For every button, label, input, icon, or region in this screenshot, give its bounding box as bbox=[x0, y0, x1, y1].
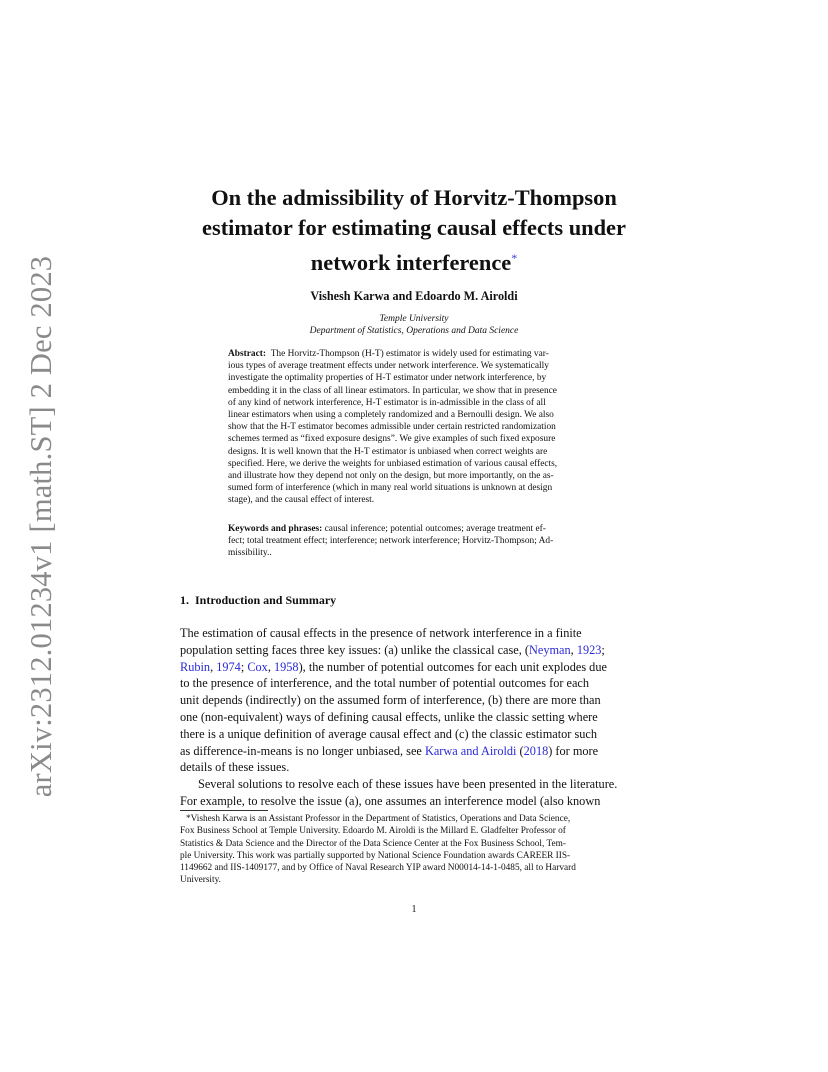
citation-year-link[interactable]: 1923 bbox=[576, 642, 602, 657]
citation-link-neyman[interactable]: Neyman bbox=[528, 642, 571, 657]
abstract-line: and illustrate how they depend not only on the design, but more importantly, on the as- bbox=[228, 471, 554, 482]
authors: Vishesh Karwa and Edoardo M. Airoldi bbox=[310, 289, 518, 303]
abstract-line: designs. It is well known that the H-T estimator is unbiased when correct weights are bbox=[228, 446, 548, 457]
abstract-line bbox=[228, 348, 600, 360]
keywords-line: fect; total treatment effect; interference; network interference; Horvitz-Thompson; Ad- bbox=[228, 536, 554, 547]
abstract bbox=[228, 348, 600, 507]
title-line-1: On the admissibility of Horvitz-Thompson bbox=[211, 185, 617, 210]
citation-link-cox[interactable]: Cox bbox=[247, 659, 268, 674]
intro-text: ; bbox=[601, 642, 605, 657]
abstract-line: ious types of average treatment effects under network interference. We systematically bbox=[228, 361, 549, 372]
citation-link-rubin[interactable]: Rubin bbox=[180, 659, 211, 674]
footnote-line: *Vishesh Karwa is an Assistant Professor in the Department of Statistics, Operations and Data Science, bbox=[186, 814, 571, 824]
intro-text: , bbox=[267, 659, 274, 674]
affiliation-department: Department of Statistics, Operations and Data Science bbox=[309, 326, 519, 336]
arxiv-identifier: arXiv:2312.01234v1 [math.ST] 2 Dec 2023 bbox=[24, 255, 59, 797]
intro-text: ; bbox=[240, 659, 248, 674]
paper-title bbox=[160, 183, 668, 278]
intro-text: ) for more bbox=[548, 743, 599, 758]
title-line-3 bbox=[160, 243, 668, 278]
footnote bbox=[180, 813, 646, 887]
intro-line bbox=[180, 659, 645, 676]
intro-line: The estimation of causal effects in the presence of network interference in a finite bbox=[180, 626, 582, 640]
title-line-2: estimator for estimating causal effects under bbox=[202, 215, 626, 240]
intro-line bbox=[180, 743, 645, 760]
intro-line bbox=[180, 642, 645, 659]
footnote-line: University. bbox=[180, 875, 221, 886]
section-number: 1. bbox=[180, 593, 189, 607]
keywords-line-text: causal inference; potential outcomes; average treatment ef- bbox=[324, 524, 546, 534]
abstract-line: embedding it in the class of all linear estimators. In particular, we show that in presence bbox=[228, 385, 557, 396]
abstract-line: linear estimators when using a completely randomized and a Bernoulli design. We also bbox=[228, 410, 554, 421]
abstract-label: Abstract: bbox=[228, 349, 267, 359]
abstract-line: show that the H-T estimator becomes admissible under certain restricted randomization bbox=[228, 422, 556, 433]
abstract-line: schemes termed as “fixed exposure designs”. We give examples of such fixed exposure bbox=[228, 434, 556, 445]
abstract-line: specified. Here, we derive the weights for unbiased estimation of various causal effects, bbox=[228, 458, 558, 469]
section-title: Introduction and Summary bbox=[195, 593, 337, 607]
citation-year-link[interactable]: 1974 bbox=[216, 659, 241, 674]
abstract-line: stage), and the causal effect of interest. bbox=[228, 495, 375, 506]
intro-line: details of these issues. bbox=[180, 760, 290, 775]
intro-line: one (non-equivalent) ways of defining causal effects, unlike the classic setting where bbox=[180, 709, 598, 724]
keywords-line: missibility.. bbox=[228, 548, 272, 559]
affiliation bbox=[160, 313, 668, 337]
page-number: 1 bbox=[411, 904, 417, 915]
section-heading bbox=[180, 593, 336, 608]
intro-text: ), the number of potential outcomes for each unit explodes due bbox=[298, 659, 607, 674]
intro-text: population setting faces three key issues: (a) unlike the classical case, ( bbox=[180, 642, 529, 657]
title-line-3-text: network interference bbox=[310, 250, 512, 275]
intro-text: , bbox=[210, 659, 217, 674]
citation-year-link[interactable]: 1958 bbox=[273, 659, 299, 674]
intro-line: Several solutions to resolve each of these issues have been presented in the literature. bbox=[198, 777, 618, 792]
keywords-label: Keywords and phrases: bbox=[228, 524, 323, 534]
intro-line: to the presence of interference, and the total number of potential outcomes for each bbox=[180, 676, 590, 691]
intro-text: ( bbox=[516, 743, 524, 758]
abstract-line: sumed form of interference (which in many real world situations is unknown at design bbox=[228, 483, 553, 494]
intro-line: there is a unique definition of average causal effect and (c) the classic estimator such bbox=[180, 726, 598, 741]
keywords-line bbox=[228, 523, 600, 535]
citation-year-link[interactable]: 2018 bbox=[523, 743, 549, 758]
abstract-line: of any kind of network interference, H-T estimator is in-admissible in the class of all bbox=[228, 397, 546, 408]
keywords bbox=[228, 523, 600, 560]
intro-line: For example, to resolve the issue (a), one assumes an interference model (also known bbox=[180, 793, 601, 808]
intro-text: , bbox=[570, 642, 577, 657]
intro-body bbox=[180, 625, 645, 810]
abstract-line-text: The Horvitz-Thompson (H-T) estimator is widely used for estimating var- bbox=[270, 349, 549, 359]
citation-link-karwa-airoldi[interactable]: Karwa and Airoldi bbox=[424, 743, 517, 758]
footnote-line: Statistics & Data Science and the Director of the Data Science Center at the Fox Business School, Tem- bbox=[180, 838, 566, 849]
abstract-line: investigate the optimality properties of H-T estimator under network interference, by bbox=[228, 373, 547, 384]
arxiv-side-stamp bbox=[22, 255, 62, 797]
footnote-line: 1149662 and IIS-1409177, and by Office of Naval Research YIP award N00014-14-1-0485, all to Harvard bbox=[180, 863, 576, 874]
affiliation-university: Temple University bbox=[379, 314, 449, 324]
intro-text: as difference-in-means is no longer unbiased, see bbox=[180, 743, 425, 758]
footnote-rule bbox=[180, 810, 268, 811]
footnote-line: Fox Business School at Temple University. Edoardo M. Airoldi is the Millard E. Gladfelter Professor of bbox=[180, 826, 566, 837]
footnote-line: ple University. This work was partially supported by National Science Foundation awards CAREER IIS- bbox=[180, 850, 571, 861]
intro-line: unit depends (indirectly) on the assumed form of interference, (b) there are more than bbox=[180, 693, 601, 708]
title-footnote-mark[interactable]: * bbox=[511, 251, 518, 265]
